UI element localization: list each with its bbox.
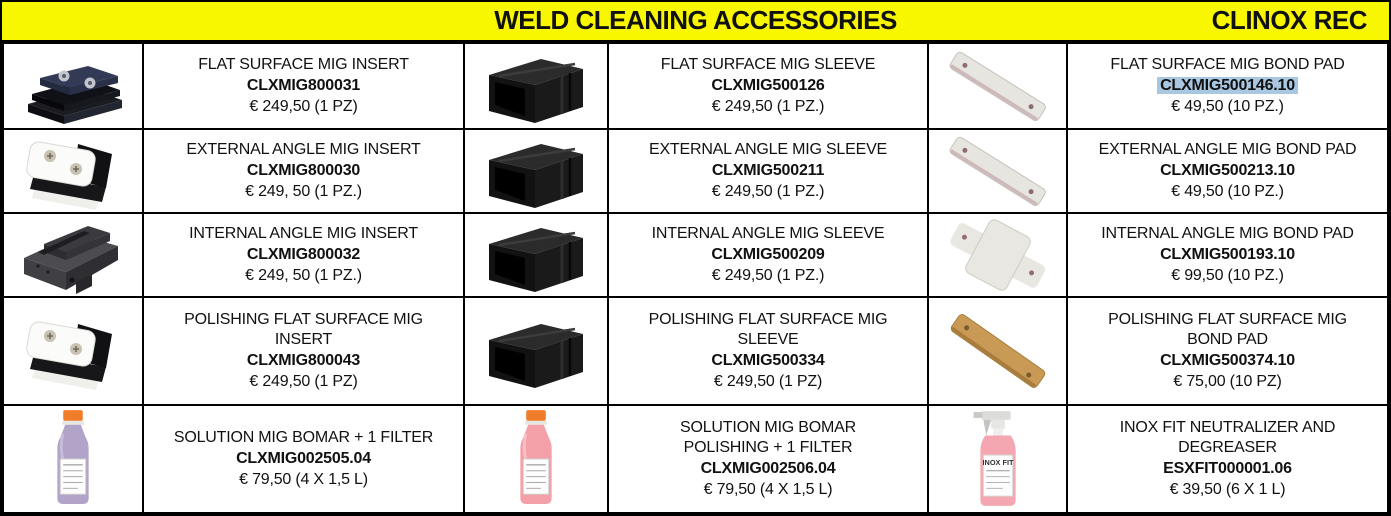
product-info-cell (608, 297, 928, 405)
external-angle-mig-insert-image (14, 132, 132, 210)
solution-mig-bomar-bottle-image (29, 408, 117, 510)
product-name: INTERNAL ANGLE MIG BOND PAD (1101, 225, 1354, 242)
product-name: FLAT SURFACE MIG INSERT (198, 56, 409, 73)
product-code (1068, 75, 1387, 96)
flat-surface-mig-insert-photo (3, 43, 143, 129)
polishing-flat-surface-mig-bond-pad-photo (928, 297, 1067, 405)
product-row (3, 129, 1388, 213)
product-price: € 249, 50 (1 PZ.) (245, 183, 362, 200)
external-angle-mig-bond-pad-image (939, 132, 1057, 210)
polishing-flat-surface-mig-bond-pad-image (939, 312, 1057, 390)
product-name: INOX FIT NEUTRALIZER AND DEGREASER (1119, 419, 1336, 456)
polishing-flat-surface-mig-insert-image (14, 312, 132, 390)
product-code-text: CLXMIG002505.04 (236, 450, 371, 467)
product-row (3, 43, 1388, 129)
flat-surface-mig-bond-pad-image (939, 47, 1057, 125)
product-info-cell (1067, 297, 1388, 405)
product-name: POLISHING FLAT SURFACE MIG INSERT (184, 311, 423, 348)
product-price: € 249,50 (1 PZ.) (711, 267, 825, 284)
product-price: € 249,50 (1 PZ.) (711, 98, 825, 115)
product-code (144, 350, 463, 371)
product-name: EXTERNAL ANGLE MIG INSERT (186, 141, 421, 158)
product-info-cell (143, 129, 464, 213)
product-name: EXTERNAL ANGLE MIG BOND PAD (1098, 141, 1357, 158)
product-code (144, 244, 463, 265)
product-code (609, 160, 927, 181)
product-name: INTERNAL ANGLE MIG SLEEVE (651, 225, 885, 242)
product-code-text: CLXMIG800032 (246, 246, 361, 263)
product-code-text: CLXMIG500209 (711, 246, 825, 263)
product-code (609, 458, 927, 479)
product-price: € 79,50 (4 X 1,5 L) (703, 481, 833, 498)
product-info-cell (608, 43, 928, 129)
product-code (1068, 244, 1387, 265)
product-code (609, 75, 927, 96)
product-info-cell (143, 405, 464, 513)
product-code (144, 448, 463, 469)
product-code-text: CLXMIG800030 (246, 162, 361, 179)
product-info-cell (1067, 129, 1388, 213)
external-angle-mig-insert-photo (3, 129, 143, 213)
product-row (3, 213, 1388, 297)
product-code-text: CLXMIG500374.10 (1160, 352, 1295, 369)
product-name: SOLUTION MIG BOMAR + 1 FILTER (173, 429, 434, 446)
product-name: INTERNAL ANGLE MIG INSERT (189, 225, 418, 242)
product-info-cell (143, 213, 464, 297)
product-price: € 49,50 (10 PZ.) (1171, 98, 1284, 115)
products-table-body (3, 43, 1388, 513)
external-angle-mig-bond-pad-photo (928, 129, 1067, 213)
product-code (1068, 160, 1387, 181)
bottle-label: INOX FIT (982, 457, 1013, 467)
solution-mig-bomar-bottle-photo (3, 405, 143, 513)
product-info-cell (1067, 43, 1388, 129)
product-price: € 99,50 (10 PZ.) (1171, 267, 1284, 284)
internal-angle-mig-insert-photo (3, 213, 143, 297)
inox-fit-spray-bottle-photo (928, 405, 1067, 513)
product-price: € 249,50 (1 PZ) (249, 98, 358, 115)
product-code-text: CLXMIG500213.10 (1160, 162, 1295, 179)
product-code (609, 350, 927, 371)
product-name: POLISHING FLAT SURFACE MIG SLEEVE (648, 311, 888, 348)
product-code-text: CLXMIG800043 (246, 352, 361, 369)
product-code-text: CLXMIG500334 (711, 352, 825, 369)
product-info-cell (608, 213, 928, 297)
product-code (144, 75, 463, 96)
header-bar (2, 2, 1389, 42)
product-price: € 79,50 (4 X 1,5 L) (239, 471, 368, 488)
selection-highlight: CLXMIG500146.10 (1157, 77, 1298, 94)
product-code-text: CLXMIG500126 (711, 77, 825, 94)
external-angle-mig-sleeve-photo (464, 129, 608, 213)
brand-name: CLINOX REC (1211, 4, 1367, 35)
product-price: € 249,50 (1 PZ) (713, 373, 823, 390)
polishing-flat-surface-mig-sleeve-photo (464, 297, 608, 405)
product-code-text: CLXMIG002506.04 (700, 460, 836, 477)
product-info-cell (1067, 405, 1388, 513)
product-code (1068, 458, 1387, 479)
product-name: FLAT SURFACE MIG BOND PAD (1110, 56, 1345, 73)
product-info-cell (608, 405, 928, 513)
flat-surface-mig-sleeve-image (477, 47, 595, 125)
product-info-cell (143, 297, 464, 405)
product-name: SOLUTION MIG BOMAR POLISHING + 1 FILTER (680, 419, 856, 456)
product-row (3, 405, 1388, 513)
product-name: POLISHING FLAT SURFACE MIG BOND PAD (1108, 311, 1347, 348)
flat-surface-mig-bond-pad-photo (928, 43, 1067, 129)
product-info-cell (608, 129, 928, 213)
product-price: € 49,50 (10 PZ.) (1171, 183, 1284, 200)
internal-angle-mig-sleeve-photo (464, 213, 608, 297)
product-code (1068, 350, 1387, 371)
polishing-flat-surface-mig-sleeve-image (477, 312, 595, 390)
product-price: € 249,50 (1 PZ.) (711, 183, 825, 200)
product-code (144, 160, 463, 181)
product-code (609, 244, 927, 265)
internal-angle-mig-sleeve-image (477, 216, 595, 294)
inox-fit-spray-bottle-image (954, 408, 1042, 510)
product-name: FLAT SURFACE MIG SLEEVE (660, 56, 876, 73)
product-info-cell (143, 43, 464, 129)
flat-surface-mig-insert-image (14, 47, 132, 125)
product-code-text: CLXMIG800031 (246, 77, 361, 94)
product-info-cell (1067, 213, 1388, 297)
product-price: € 75,00 (10 PZ) (1173, 373, 1282, 390)
product-code-text: ESXFIT000001.06 (1163, 460, 1292, 477)
product-code-text: CLXMIG500193.10 (1160, 246, 1295, 263)
solution-mig-bomar-polishing-bottle-photo (464, 405, 608, 513)
internal-angle-mig-bond-pad-image (939, 216, 1057, 294)
internal-angle-mig-bond-pad-photo (928, 213, 1067, 297)
polishing-flat-surface-mig-insert-photo (3, 297, 143, 405)
external-angle-mig-sleeve-image (477, 132, 595, 210)
product-price: € 249,50 (1 PZ) (249, 373, 358, 390)
products-table (2, 42, 1389, 514)
flat-surface-mig-sleeve-photo (464, 43, 608, 129)
page-title: WELD CLEANING ACCESSORIES (494, 4, 897, 35)
product-price: € 249, 50 (1 PZ.) (245, 267, 362, 284)
product-row (3, 297, 1388, 405)
product-code-text: CLXMIG500211 (711, 162, 825, 179)
internal-angle-mig-insert-image (14, 216, 132, 294)
product-price: € 39,50 (6 X 1 L) (1169, 481, 1286, 498)
product-name: EXTERNAL ANGLE MIG SLEEVE (648, 141, 888, 158)
solution-mig-bomar-polishing-bottle-image (492, 408, 580, 510)
